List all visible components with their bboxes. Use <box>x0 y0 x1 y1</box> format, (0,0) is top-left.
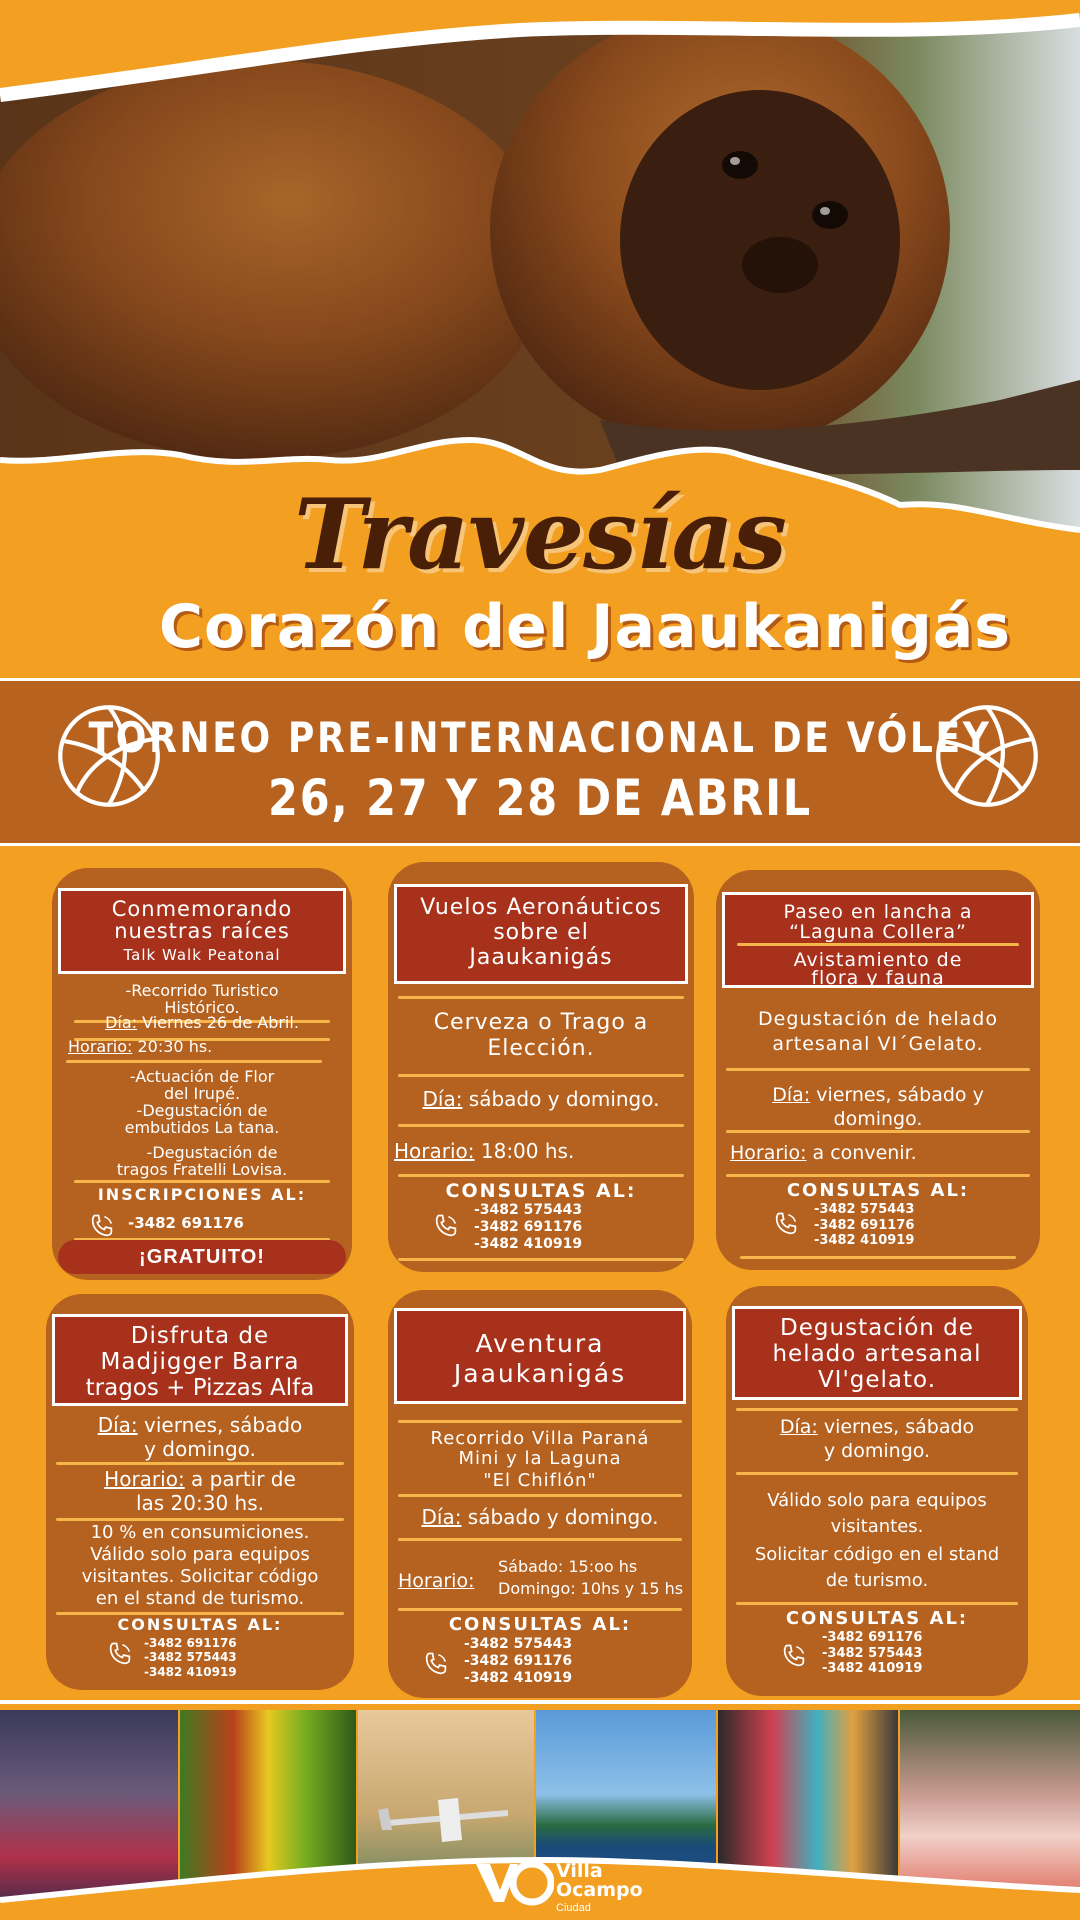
consult-title: CONSULTAS AL: <box>786 1180 970 1201</box>
card-text: embutidos La tana. <box>124 1118 280 1137</box>
card-schedule: Horario: a convenir. <box>730 1142 917 1164</box>
card-header <box>394 1308 686 1404</box>
card-schedule: Horario: 18:00 hs. <box>394 1139 575 1163</box>
poster-title-script: Travesías <box>294 478 786 591</box>
card-text: Mini y la Laguna <box>458 1448 622 1469</box>
card-header <box>58 888 346 974</box>
phone-list <box>474 1202 582 1252</box>
card-text: tragos Fratelli Lovisa. <box>116 1160 288 1179</box>
registration-title: INSCRIPCIONES AL: <box>97 1185 307 1204</box>
card-madjigger <box>46 1294 354 1690</box>
card-vuelos <box>388 862 694 1272</box>
card-header <box>52 1314 348 1406</box>
card-title-line: “Laguna Collera” <box>789 921 967 943</box>
card-schedule-label: Horario: <box>398 1570 475 1592</box>
card-day: Día: viernes, sábado <box>779 1416 975 1438</box>
phone-number: -3482 575443 <box>474 1202 583 1218</box>
phone-list <box>464 1636 572 1686</box>
consult-title: CONSULTAS AL: <box>117 1615 283 1634</box>
logo-line: Villa <box>556 1860 603 1882</box>
card-day: Día: sábado y domingo. <box>422 1087 660 1111</box>
card-header <box>722 892 1034 988</box>
phone-icon <box>432 1212 460 1240</box>
logo-text <box>556 1862 643 1900</box>
consult-title: CONSULTAS AL: <box>448 1614 632 1635</box>
free-badge: ¡GRATUITO! <box>58 1240 346 1274</box>
card-schedule-value: Domingo: 10hs y 15 hs <box>498 1579 684 1598</box>
phone-number: -3482 691176 <box>814 1217 915 1233</box>
card-header <box>394 884 688 984</box>
phone-number: -3482 410919 <box>144 1664 237 1679</box>
phone-list <box>822 1630 922 1677</box>
phone-icon <box>106 1640 134 1668</box>
phone-number: -3482 575443 <box>144 1650 237 1665</box>
card-day-cont: domingo. <box>833 1108 923 1130</box>
card-lancha <box>716 870 1040 1270</box>
card-title-line: Madjigger Barra <box>100 1349 300 1375</box>
poster-title-main: Corazón del Jaaukanigás <box>158 592 1011 662</box>
phone-list <box>814 1202 914 1249</box>
card-schedule-cont: las 20:30 hs. <box>135 1491 265 1515</box>
banner-tournament-name: TORNEO PRE-INTERNACIONAL DE VÓLEY <box>88 713 992 762</box>
card-note: de turismo. <box>825 1570 929 1591</box>
card-title-line: Vuelos Aeronáuticos <box>420 895 662 920</box>
tournament-banner <box>0 678 1080 846</box>
logo-line: Ocampo <box>556 1879 643 1901</box>
phone-number: -3482 575443 <box>464 1636 573 1652</box>
card-subtitle: flora y fauna <box>811 967 945 989</box>
phone-icon <box>88 1212 116 1240</box>
card-talk-walk <box>52 868 352 1280</box>
phone-number: -3482 410919 <box>474 1235 583 1252</box>
phone-number: -3482 691176 <box>144 1636 237 1650</box>
villa-ocampo-logo-icon <box>474 1860 554 1906</box>
card-day-cont: y domingo. <box>144 1437 256 1461</box>
card-offer: artesanal VI´Gelato. <box>772 1033 984 1055</box>
card-note: visitantes. <box>830 1516 924 1537</box>
card-title-line: Disfruta de <box>130 1323 270 1349</box>
card-title-line: Jaaukanigás <box>469 945 613 970</box>
card-text: -Degustación de <box>146 1143 278 1162</box>
card-offer: Elección. <box>487 1036 595 1061</box>
card-schedule: Horario: a partir de <box>104 1467 296 1491</box>
card-text: del Irupé. <box>163 1084 241 1103</box>
card-text: "El Chiflón" <box>483 1470 597 1491</box>
phone-icon <box>780 1642 808 1670</box>
card-offer: Cerveza o Trago a <box>433 1010 649 1035</box>
card-offer: Degustación de helado <box>758 1008 998 1030</box>
phone-number: -3482 691176 <box>464 1652 573 1669</box>
card-day-cont: y domingo. <box>823 1440 931 1462</box>
card-note: Solicitar código en el stand <box>754 1544 1000 1565</box>
card-day: Día: Viernes 26 de Abril. <box>105 1013 299 1032</box>
card-day: Día: viernes, sábado y <box>772 1084 984 1106</box>
logo-subtitle: Ciudad <box>556 1902 591 1914</box>
card-title-line: Jaaukanigás <box>453 1359 627 1388</box>
card-title-line: helado artesanal <box>772 1341 982 1367</box>
phone-number: -3482 691176 <box>128 1214 244 1232</box>
card-title-line: Aventura <box>475 1329 605 1358</box>
card-aventura <box>388 1290 692 1698</box>
card-text: -Recorrido Turistico <box>125 981 279 1000</box>
card-title-line: nuestras raíces <box>114 919 290 943</box>
hero-photo <box>0 0 1080 560</box>
phone-list <box>144 1636 237 1679</box>
card-schedule-value: Sábado: 15:oo hs <box>498 1557 638 1576</box>
card-note: Válido solo para equipos <box>767 1490 987 1511</box>
phone-number: -3482 410919 <box>464 1669 573 1686</box>
card-schedule: Horario: 20:30 hs. <box>68 1037 213 1056</box>
card-title-line: tragos + Pizzas Alfa <box>85 1375 315 1401</box>
phone-number: -3482 691176 <box>474 1218 583 1235</box>
card-text: Histórico. <box>164 998 240 1017</box>
card-subtitle: Talk Walk Peatonal <box>123 946 281 964</box>
card-title-line: Paseo en lancha a <box>783 901 973 923</box>
phone-number: -3482 691176 <box>822 1630 923 1645</box>
card-title-line: sobre el <box>493 920 589 945</box>
card-text: -Degustación de <box>136 1101 268 1120</box>
phone-icon <box>772 1210 800 1238</box>
card-day: Día: viernes, sábado <box>97 1413 303 1437</box>
volleyball-icon <box>934 703 1040 809</box>
card-header <box>732 1306 1022 1400</box>
card-note: Válido solo para equipos <box>90 1544 310 1565</box>
phone-number: -3482 410919 <box>814 1233 915 1249</box>
consult-title: CONSULTAS AL: <box>445 1180 637 1202</box>
consult-title: CONSULTAS AL: <box>785 1608 969 1629</box>
card-text: -Actuación de Flor <box>129 1067 275 1086</box>
card-title-line: VI'gelato. <box>817 1367 937 1393</box>
card-note: visitantes. Solicitar código <box>81 1566 319 1587</box>
phone-number: -3482 410919 <box>822 1661 923 1677</box>
card-helado <box>726 1286 1028 1696</box>
card-subtitle: Avistamiento de <box>793 949 963 971</box>
card-note: en el stand de turismo. <box>95 1588 305 1609</box>
phone-number: -3482 575443 <box>822 1645 923 1661</box>
card-note: 10 % en consumiciones. <box>90 1522 310 1543</box>
phone-number: -3482 575443 <box>814 1202 915 1217</box>
card-title-line: Conmemorando <box>111 897 293 921</box>
card-day: Día: sábado y domingo. <box>421 1505 659 1529</box>
banner-dates: 26, 27 Y 28 DE ABRIL <box>268 769 812 827</box>
phone-icon <box>422 1650 450 1678</box>
card-text: Recorrido Villa Paraná <box>430 1428 650 1449</box>
card-title-line: Degustación de <box>780 1315 974 1341</box>
